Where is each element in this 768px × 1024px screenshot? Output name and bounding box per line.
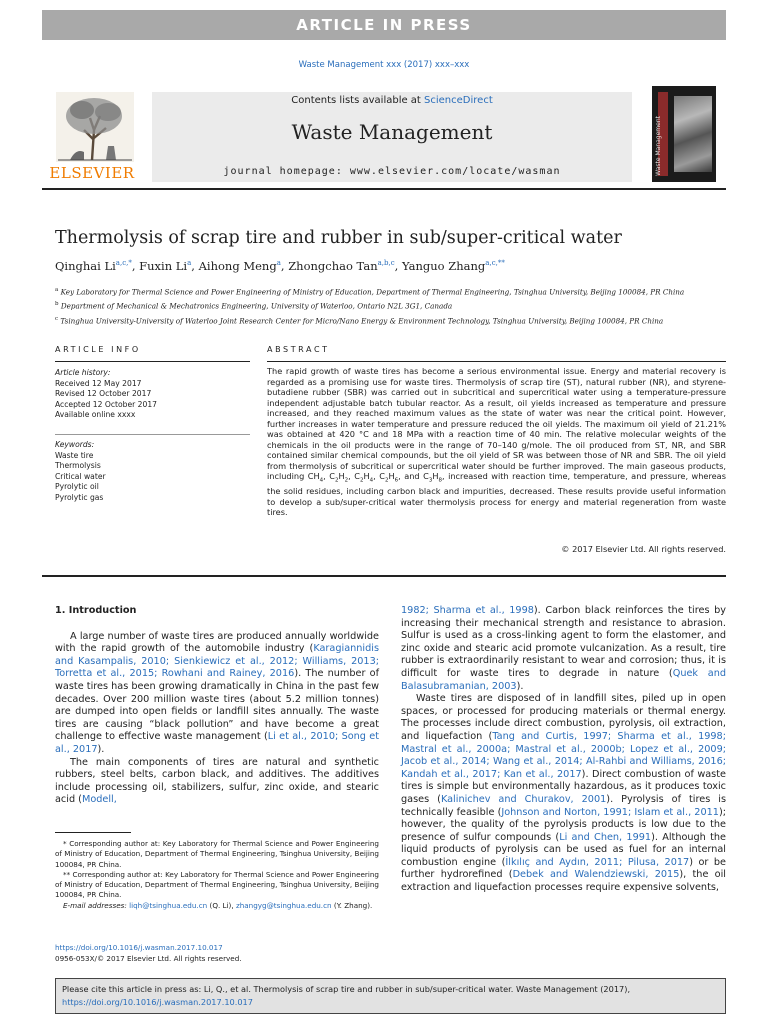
citation-link[interactable]: Debek and Walendziewski, 2015 — [512, 869, 680, 881]
history-accepted: Accepted 12 October 2017 — [55, 399, 157, 409]
issn-copyright: 0956-053X/© 2017 Elsevier Ltd. All rights reserved. — [55, 954, 242, 963]
intro-paragraph-2: The main components of tires are natural and synthetic rubbers, steel belts, carbon black, and additives. The additives include processing oil, stabilizers, sulfur, zinc oxide, and stearic acid (Modell, — [55, 756, 379, 806]
sciencedirect-link[interactable]: ScienceDirect — [424, 95, 493, 106]
journal-citation-link[interactable]: Waste Management xxx (2017) xxx–xxx — [298, 60, 470, 70]
affiliation-b: $^b$ Department of Mechanical & Mechatronics Engineering, University of Waterloo, Ontario N2L 3G1, Canada — [55, 301, 453, 311]
journal-masthead — [42, 86, 726, 182]
cover-title: Waste Management — [655, 116, 662, 176]
citation-link[interactable]: Modell, — [81, 794, 117, 806]
author-list — [55, 259, 505, 273]
journal-cover-thumbnail[interactable] — [652, 86, 716, 182]
affiliations — [55, 284, 684, 327]
intro-paragraph-2-continued: 1982; Sharma et al., 1998). Carbon black reinforces the tires by increasing their mechanical strength and resistance to abrasion. Sulfur is used as a cross-linking agent to form the elastomer, and zinc oxide and stearic acid promote vulcanization. As a result, tire rubber is extraordinarily resistant to wear and corrosion; thus, it is difficult for waste tires to degrade in nature (Quek and Balasubramanian, 2003). — [401, 605, 727, 692]
keyword-item: Pyrolytic gas — [55, 492, 104, 502]
author-2[interactable]: Fuxin Li$^a$, — [139, 259, 199, 273]
body-right-column — [401, 605, 726, 895]
elsevier-wordmark: ELSEVIER — [49, 164, 135, 182]
affiliation-c: $^c$ Tsinghua University-University of Waterloo Joint Research Center for Micro/Nano Energy & Environment Technology, Tsinghua University, Beijing 100084, PR China — [55, 315, 664, 326]
abstract-body: The rapid growth of waste tires has become a serious environmental issue. Energy and material recovery is regarded as a promising use for waste tires. Thermolysis of scrap tire (ST), natural rubber (NR), and styrene-butadiene rubber (SBR) was carried out in subcritical and supercritical water using a temperature-pressure independent adjustable batch tubular reactor. As a result, oil yields increased as temperature and pressure increased, and they reached maximum values as the state of water was near the critical point. However, further increases in water temperature and pressure reduced the oil yields. The maximum oil yield of 21.21% was obtained at 420 °C and 18 MPa with a reaction time of 40 min. The relative molecular weights of the chemicals in the oil products were in the range of 70–140 g/mole. The oil produced from ST, NR, and SBR contained similar chemical compounds, but the oil yield of SR was between those of NR and SBR. The oil yield from thermolysis of subcritical or supercritical water should be further improved. The main gaseous products, including $CH_4$, $C_2H_2$, $C_2H_4$, $C_2H_6$, and $C_3H_8$, increased with reaction time, temperature, and pressure, whereas the solid residues, including carbon black and impurities, decreased. These results provide useful information to develop a sub/super-critical water thermolysis process for energy and material regeneration from waste tires. — [267, 366, 726, 518]
section-heading-introduction: 1. Introduction — [55, 605, 137, 616]
doi-link[interactable]: https://doi.org/10.1016/j.wasman.2017.10.017 — [55, 943, 223, 952]
footnote-1: * Corresponding author at: Key Laboratory for Thermal Science and Power Engineering of Ministry of Education, Department of Thermal Engineering, Tsinghua University, Beijing 100084, PR China. — [55, 839, 379, 869]
author-5[interactable]: Yanguo Zhang$^{a,c,**}$ — [401, 259, 505, 273]
body-left-column — [55, 605, 379, 807]
author-3[interactable]: Aihong Meng$^a$, — [198, 259, 289, 273]
citation-link[interactable]: Li and Chen, 1991 — [559, 831, 652, 843]
footnote-rule — [55, 832, 131, 833]
intro-paragraph-1: A large number of waste tires are produced annually worldwide with the rapid growth of the automobile industry (Karagiannidis and Kasampalis, 2010; Sienkiewicz et al., 2012; Williams, 2013; Torretta et al., 2015; Rowhani and Rainey, 2016). The number of waste tires has been growing dramatically in China in the past few decades. Over 200 million waste tires (about 5.2 million tonnes) are dumped into open fields or landfill sites annually. The waste tires are causing “black pollution” and have become a great challenge to effective waste management (Li et al., 2010; Song et al., 2017). — [55, 630, 380, 755]
citation-link[interactable]: Tang and Curtis, 1997; Sharma et al., 1998; Mastral et al., 2000a; Mastral et al., 2000b; Lopez et al., 2009; Jacob et al., 2014; Wang et al., 2014; Al-Rahbi and Williams, 2016; Kandah et al., 2017; Kan et al., 2017 — [401, 730, 726, 780]
contents-prefix: Contents lists available at — [291, 95, 425, 106]
keyword-item: Pyrolytic oil — [55, 482, 99, 492]
citation-link[interactable]: 1982; Sharma et al., 1998 — [401, 605, 534, 616]
article-info-rule — [55, 361, 250, 362]
journal-header-box — [152, 92, 632, 182]
history-label: Article history: — [55, 368, 111, 377]
paper-title: Thermolysis of scrap tire and rubber in sub/super-critical water — [55, 228, 622, 248]
author-4[interactable]: Zhongchao Tan$^{a,b,c}$, — [288, 259, 402, 273]
cover-image — [674, 96, 712, 172]
keywords — [55, 440, 106, 504]
cite-this-article-box: Please cite this article in press as: Li, Q., et al. Thermolysis of scrap tire and rubber in sub/super-critical water. Waste Management (2017), https://doi.org/10.1016/j.wasman.2017.10.017 — [55, 978, 726, 1014]
intro-paragraph-3: Waste tires are disposed of in landfill sites, piled up in open spaces, or processed for producing materials or thermal energy. The processes include direct combustion, pyrolysis, oil extraction, and liquefaction (Tang and Curtis, 1997; Sharma et al., 1998; Mastral et al., 2000a; Mastral et al., 2000b; Lopez et al., 2009; Jacob et al., 2014; Wang et al., 2014; Al-Rahbi and Williams, 2016; Kandah et al., 2017; Kan et al., 2017). Direct combustion of waste tires is simple but environmentally hazardous, as it produces toxic gases (Kalinichev and Churakov, 2001). Pyrolysis of tires is technically feasible (Johnson and Norton, 1991; Islam et al., 2011); however, the quality of the pyrolysis products is low due to the presence of sulfur compounds (Li and Chen, 1991). Although the liquid products of pyrolysis can be used as fuel for an internal combustion engine (İlkılıç and Aydın, 2011; Pilusa, 2017) or be further hydrorefined (Debek and Walendziewski, 2015), the oil extraction and liquefaction processes require expensive solvents, — [401, 693, 727, 894]
abstract-heading: ABSTRACT — [267, 345, 330, 354]
history-online: Available online xxxx — [55, 410, 136, 420]
contents-line — [152, 95, 632, 106]
citation-link[interactable]: Kalinichev and Churakov, 2001 — [440, 793, 607, 805]
abstract-rule — [267, 361, 726, 362]
keywords-label: Keywords: — [55, 440, 95, 449]
keyword-item: Thermolysis — [55, 461, 101, 471]
email-link[interactable]: liqh@tsinghua.edu.cn — [129, 900, 208, 910]
footnotes — [55, 839, 379, 911]
affiliation-a: $^a$ Key Laboratory for Thermal Science and Power Engineering of Ministry of Education, Department of Thermal Engineering, Tsinghua University, Beijing 100084, PR China — [55, 287, 685, 297]
citation-link[interactable]: Johnson and Norton, 1991; Islam et al., 2011 — [501, 806, 719, 818]
masthead-divider — [42, 188, 726, 190]
cite-doi-link[interactable]: https://doi.org/10.1016/j.wasman.2017.10.017 — [62, 996, 253, 1007]
citation-link[interactable]: Quek and Balasubramanian, 2003 — [401, 667, 727, 692]
email-link[interactable]: zhangyg@tsinghua.edu.cn — [235, 900, 332, 910]
footnote-emails: E-mail addresses: liqh@tsinghua.edu.cn (Q. Li), zhangyg@tsinghua.edu.cn (Y. Zhang). — [63, 900, 373, 910]
journal-homepage[interactable]: journal homepage: www.elsevier.com/locate/wasman — [223, 166, 561, 177]
history-revised: Revised 12 October 2017 — [55, 389, 152, 399]
doi-block — [55, 942, 242, 964]
article-history — [55, 368, 157, 421]
citation-link[interactable]: Karagiannidis and Kasampalis, 2010; Sienkiewicz et al., 2012; Williams, 2013; Torretta et al., 2015; Rowhani and Rainey, 2016 — [55, 643, 379, 680]
author-1[interactable]: Qinghai $Li^{a,c,*}$, — [55, 259, 140, 273]
article-in-press-banner: ARTICLE IN PRESS — [42, 10, 726, 40]
abstract-copyright: © 2017 Elsevier Ltd. All rights reserved. — [561, 544, 726, 554]
keyword-item: Waste tire — [55, 450, 94, 460]
history-received: Received 12 May 2017 — [55, 378, 142, 388]
keyword-item: Critical water — [55, 471, 106, 481]
citation-link[interactable]: İlkılıç and Aydın, 2011; Pilusa, 2017 — [505, 856, 690, 868]
keywords-rule — [55, 434, 250, 435]
citation-link[interactable]: Li et al., 2010; Song et al., 2017 — [55, 731, 380, 755]
footnote-2: ** Corresponding author at: Key Laboratory for Thermal Science and Power Engineering of Ministry of Education, Department of Thermal Engineering, Tsinghua University, Beijing 100084, PR China. — [55, 869, 379, 900]
article-info-heading: ARTICLE INFO — [55, 345, 141, 354]
journal-title[interactable]: Waste Management — [291, 120, 493, 144]
abstract-divider — [42, 575, 726, 577]
